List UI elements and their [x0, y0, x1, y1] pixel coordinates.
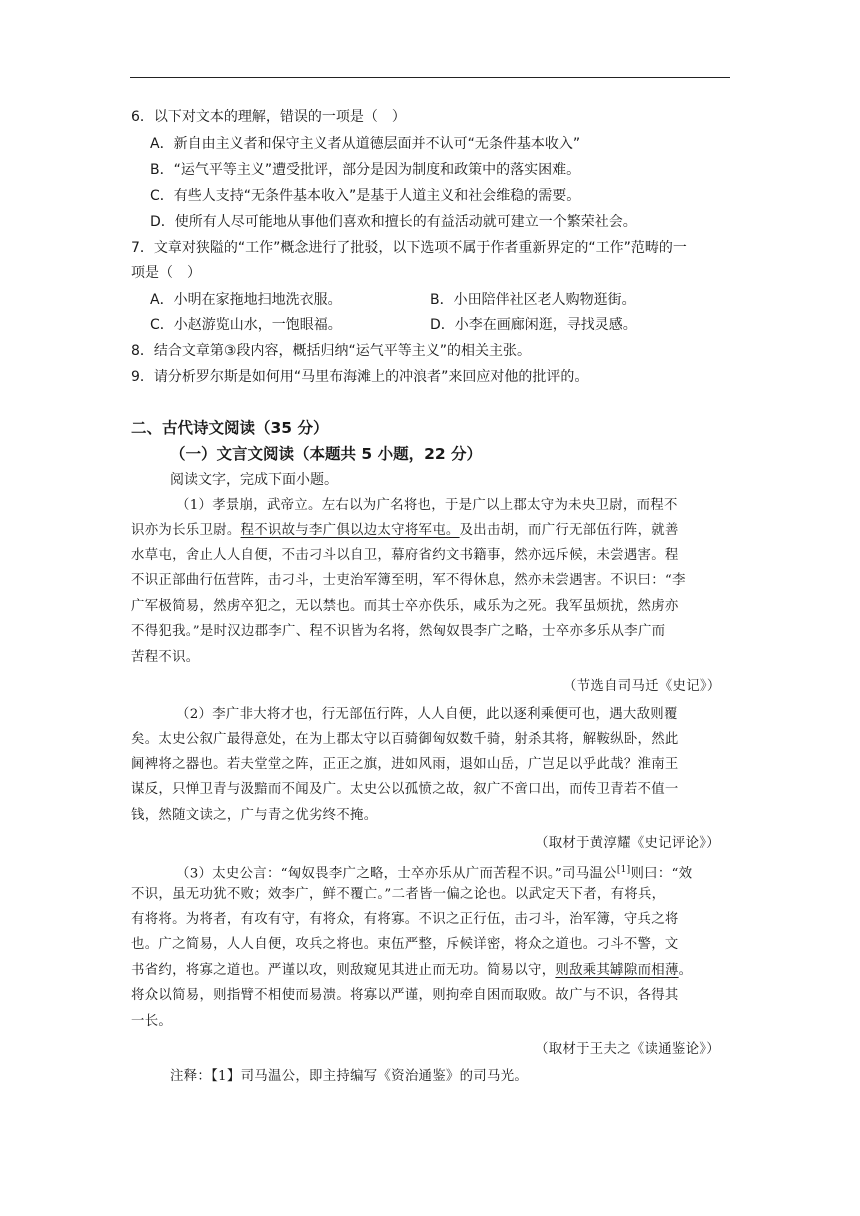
passage-3-line-4: 也。广之简易，人人自便，攻兵之将也。束伍严整，斥候详密，将众之道也。刁斗不警，文 [131, 937, 679, 952]
question-7-stem-line1: 7．文章对狭隘的“工作”概念进行了批驳，以下选项不属于作者重新界定的“工作”范畴的一 [131, 240, 687, 256]
question-7-option-a: A．小明在家拖地扫地洗衣服。 [150, 292, 342, 308]
passage-2-line-2: 矣。太史公叙广最得意处，在为上郡太守以百骑御匈奴数千骑，射杀其将，解鞍纵卧，然此 [131, 732, 679, 747]
footnote: 注释：【1】司马温公，即主持编写《资治通鉴》的司马光。 [170, 1069, 529, 1084]
question-6-option-a: A．新自由主义者和保守主义者从道德层面并不认可“无条件基本收入” [150, 136, 581, 152]
question-7-stem-line2: 项是（ ） [131, 265, 201, 281]
section-2-title: 二、古代诗文阅读（35 分） [131, 419, 329, 437]
question-6-option-b: B．“运气平等主义”遭受批评，部分是因为制度和政策中的落实困难。 [150, 162, 581, 178]
passage-1-line-2: 识亦为长乐卫尉。程不识故与李广俱以边太守将军屯。及出击胡，而广行无部伍行阵，就善 [131, 523, 679, 538]
passage-1-line-3: 水草屯，舍止人人自便，不击刁斗以自卫，幕府省约文书籍事，然亦远斥候，未尝遇害。程 [131, 548, 679, 563]
passage-1-line-4: 不识正部曲行伍营阵，击刁斗，士吏治军簿至明，军不得休息，然亦未尝遇害。不识曰：“李 [131, 573, 686, 588]
footnote-marker: [1] [616, 865, 631, 875]
underlined-sentence-1: 程不识故与李广俱以边太守将军屯。 [240, 523, 460, 538]
passage-2-source: （取材于黄淳耀《史记评论》） [535, 836, 720, 851]
question-7-option-b: B．小田陪伴社区老人购物逛街。 [430, 292, 636, 308]
passage-1-line-5: 广军极简易，然虏卒犯之，无以禁也。而其士卒亦佚乐，咸乐为之死。我军虽烦扰，然虏亦 [131, 599, 679, 614]
passage-2-line-3: 阃裨将之器也。若夫堂堂之阵，正正之旗，进如风雨，退如山岳，广岂足以乎此哉？淮南王 [131, 757, 679, 772]
passage-1-line-1: （1）孝景崩，武帝立。左右以为广名将也，于是广以上郡太守为未央卫尉，而程不 [176, 498, 678, 513]
passage-3-line-5: 书省约，将寡之道也。严谨以攻，则敌窥见其进止而无功。简易以守，则敌乘其罅隙而相薄。 [131, 963, 693, 978]
reading-instruction: 阅读文字，完成下面小题。 [170, 472, 338, 488]
passage-2-line-4: 谋反，只惮卫青与汲黯而不闻及广。太史公以孤愤之故，叙广不啻口出，而传卫青若不值一 [131, 782, 679, 797]
section-2-subtitle: （一）文言文阅读（本题共 5 小题，22 分） [170, 445, 483, 463]
passage-1-source: （节选自司马迁《史记》） [563, 679, 721, 694]
passage-1-line-7: 苦程不识。 [131, 650, 200, 665]
passage-3-line-3: 有将将。为将者，有攻有守，有将众，有将寡。不识之正行伍，击刁斗，治军簿，守兵之将 [131, 912, 679, 927]
question-9: 9．请分析罗尔斯是如何用“马里布海滩上的冲浪者”来回应对他的批评的。 [131, 369, 589, 385]
passage-3-line-2: 不识，虽无功犹不败；效李广，鲜不覆亡。”二者皆一偏之论也。以武定天下者，有将兵， [131, 887, 666, 902]
passage-1-line-6: 不得犯我。”是时汉边郡李广、程不识皆为名将，然匈奴畏李广之略，士卒亦多乐从李广而 [131, 624, 666, 639]
passage-3-source: （取材于王夫之《读通鉴论》） [535, 1042, 720, 1057]
underlined-sentence-2: 则敌乘其罅隙而相薄 [555, 963, 679, 978]
question-7-option-c: C．小赵游览山水，一饱眼福。 [150, 317, 342, 333]
passage-2-line-1: （2）李广非大将才也，行无部伍行阵，人人自便，此以逐利乘便可也，遇大敌则覆 [176, 707, 678, 722]
passage-2-line-5: 钱，然随文读之，广与青之优劣终不掩。 [131, 808, 378, 823]
passage-3-line-7: 一长。 [131, 1014, 173, 1029]
question-7-option-d: D．小李在画廊闲逛，寻找灵感。 [430, 317, 637, 333]
passage-3-line-1: （3）太史公言：“匈奴畏李广之略，士卒亦乐从广而苦程不识。”司马温公[1]则曰：“效 [176, 865, 693, 882]
passage-3-line-6: 将众以简易，则指臂不相使而易溃。将寡以严谨，则拘牵自困而取败。故广与不识，各得其 [131, 988, 679, 1003]
header-rule [130, 77, 730, 78]
question-6-option-c: C．有些人支持“无条件基本收入”是基于人道主义和社会维稳的需要。 [150, 188, 581, 204]
question-8: 8．结合文章第③段内容，概括归纳“运气平等主义”的相关主张。 [131, 343, 531, 359]
question-6-option-d: D．使所有人尽可能地从事他们喜欢和擅长的有益活动就可建立一个繁荣社会。 [150, 214, 637, 230]
question-6-stem: 6．以下对文本的理解，错误的一项是（ ） [131, 109, 406, 125]
